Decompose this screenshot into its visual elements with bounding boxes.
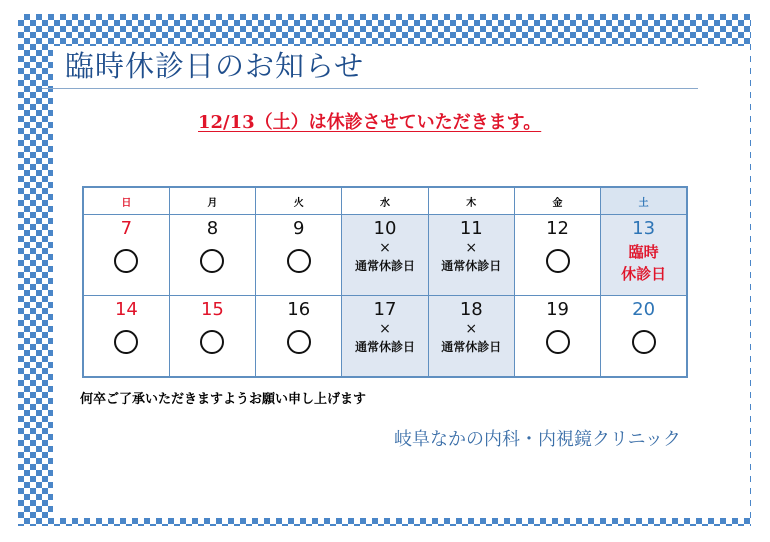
day-number: 14: [114, 299, 138, 320]
day-number: 16: [287, 299, 311, 320]
day-number: 11: [459, 218, 483, 239]
closed-x-mark: ×: [465, 240, 478, 256]
calendar-table: [82, 186, 688, 378]
regular-closed-label: 通常休診日: [441, 340, 502, 354]
day-number: 17: [373, 299, 397, 320]
open-circle-icon: [200, 330, 224, 354]
apology-note: 何卒ご了承いただきますようお願い申し上げます: [80, 392, 367, 407]
day-number: 19: [546, 299, 569, 320]
calendar-day-cell: [514, 215, 600, 296]
weekday-fri: 金: [514, 187, 600, 215]
day-number: 13: [632, 218, 656, 239]
calendar-week-row: [83, 296, 687, 378]
calendar-week-row: [83, 215, 687, 296]
regular-closed-label: 通常休診日: [354, 340, 415, 354]
calendar-day-cell: [83, 215, 169, 296]
day-number: 12: [546, 218, 569, 239]
day-number: 10: [373, 218, 397, 239]
weekday-mon: 月: [169, 187, 255, 215]
title-divider: [42, 88, 698, 89]
regular-closed-label: 通常休診日: [354, 259, 415, 273]
regular-closed-label: 通常休診日: [441, 259, 502, 273]
clinic-name: 岐阜なかの内科・内視鏡クリニック: [394, 429, 681, 450]
calendar-day-cell-closed: [428, 215, 514, 296]
calendar-day-cell: [169, 296, 255, 378]
calendar-day-cell-closed: [428, 296, 514, 378]
open-circle-icon: [114, 330, 138, 354]
weekday-sat: 土: [601, 187, 687, 215]
open-circle-icon: [287, 330, 311, 354]
day-number: 7: [120, 218, 133, 239]
day-number: 20: [632, 299, 656, 320]
day-number: 15: [200, 299, 224, 320]
weekday-thu: 木: [428, 187, 514, 215]
closed-x-mark: ×: [379, 240, 391, 256]
open-circle-icon: [114, 249, 138, 273]
page-title: 臨時休診日のお知らせ: [65, 49, 365, 83]
calendar-day-cell-temporary-closed: [601, 215, 687, 296]
closed-x-mark: ×: [465, 321, 478, 337]
calendar-day-cell: [256, 296, 342, 378]
weekday-header-row: [83, 187, 687, 215]
day-number: 9: [292, 218, 305, 239]
open-circle-icon: [287, 249, 311, 273]
calendar-day-cell: [83, 296, 169, 378]
closure-notice: 12/13（土）は休診させていただきます。: [198, 112, 542, 133]
open-circle-icon: [200, 249, 224, 273]
calendar-day-cell-closed: [342, 215, 428, 296]
weekday-wed: 水: [342, 187, 428, 215]
calendar-day-cell: [514, 296, 600, 378]
day-number: 18: [459, 299, 483, 320]
open-circle-icon: [546, 330, 570, 354]
calendar-day-cell: [256, 215, 342, 296]
temporary-closed-label-line2: 休診日: [621, 265, 667, 283]
temporary-closed-label-line1: 臨時: [628, 243, 659, 261]
closed-x-mark: ×: [379, 321, 391, 337]
day-number: 8: [206, 218, 219, 239]
calendar-day-cell: [169, 215, 255, 296]
calendar-day-cell: [601, 296, 687, 378]
weekday-tue: 火: [256, 187, 342, 215]
calendar-day-cell-closed: [342, 296, 428, 378]
open-circle-icon: [546, 249, 570, 273]
open-circle-icon: [632, 330, 656, 354]
weekday-sun: 日: [83, 187, 169, 215]
